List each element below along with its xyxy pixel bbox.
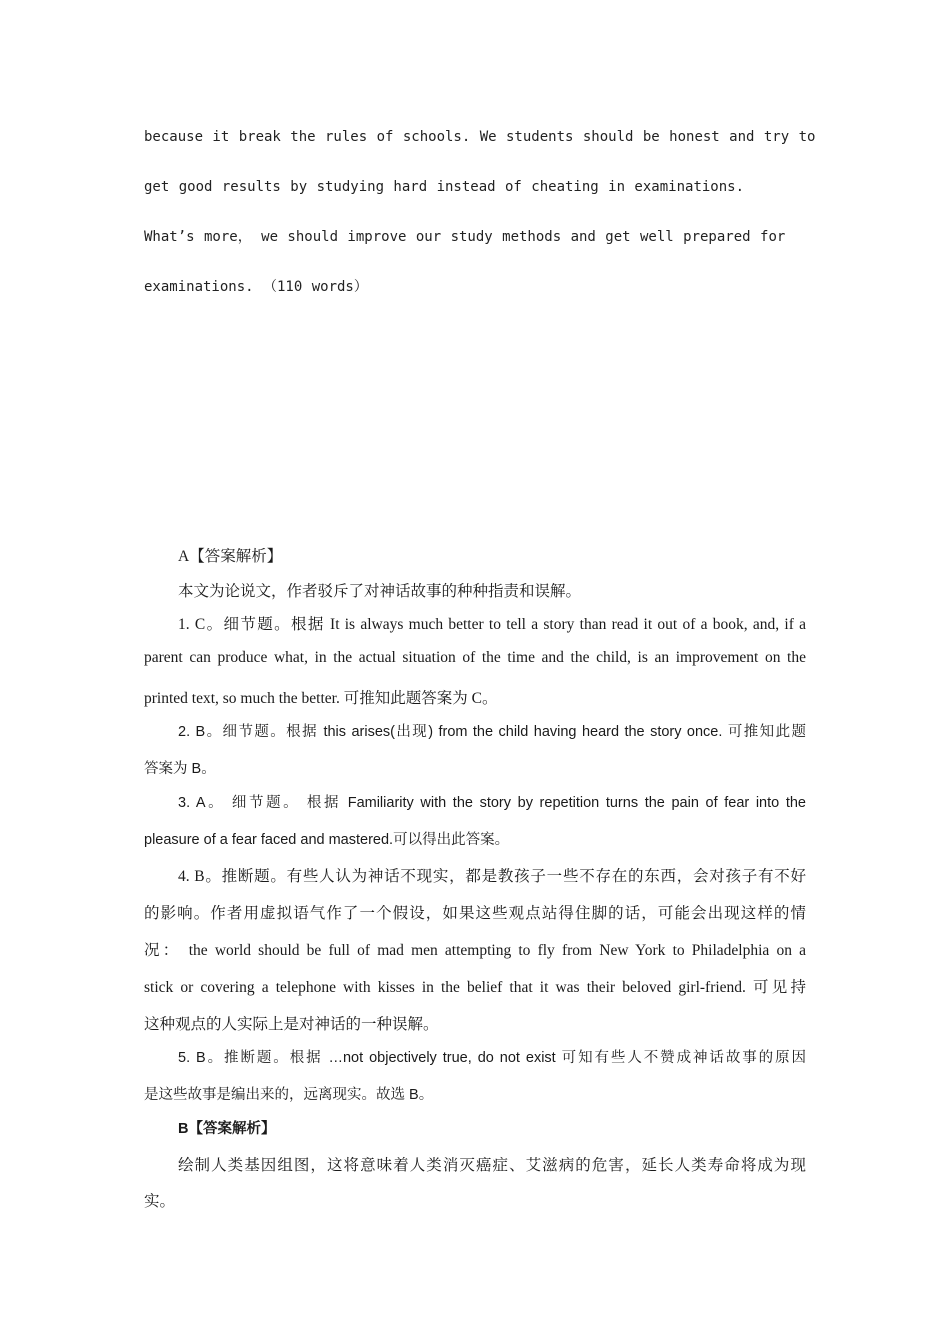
section-b-intro-line-1: 绘制人类基因组图，这将意味着人类消灭癌症、艾滋病的危害，延长人类寿命将成为现 [178,1157,806,1174]
q5-line-1: 5. B。推断题。根据 …not objectively true, do not exist 可知有些人不赞成神话故事的原因 [178,1050,806,1066]
q3-line-2: pleasure of a fear faced and mastered.可以得出此答案。 [144,832,510,848]
q1-line-1: 1. C。细节题。根据 It is always much better to tell a story than read it out of a book, and, if a [178,616,806,633]
essay-line-4: examinations. （110 words） [144,279,368,295]
essay-line-2: get good results by studying hard instead of cheating in examinations. [144,179,745,195]
section-a-heading: A【答案解析】 [178,548,283,565]
q4-line-5: 这种观点的人实际上是对神话的一种误解。 [144,1016,439,1033]
essay-line-1: because it break the rules of schools. We students should be honest and try to [144,129,816,145]
q2-line-2: 答案为 B。 [144,761,216,777]
q4-line-1: 4. B。推断题。有些人认为神话不现实，都是教孩子一些不存在的东西，会对孩子有不好 [178,868,806,885]
q4-line-4: stick or covering a telephone with kisses in the belief that it was their beloved girl-friend. 可见持 [144,979,806,996]
q1-line-3: printed text, so much the better. 可推知此题答案为 C。 [144,690,498,707]
section-a-intro: 本文为论说文，作者驳斥了对神话故事的种种指责和误解。 [178,583,582,600]
q4-line-3: 况： the world should be full of mad men attempting to fly from New York to Philadelphia on a [144,942,806,959]
q5-line-2: 是这些故事是编出来的，远离现实。故选 B。 [144,1087,434,1103]
q1-line-2: parent can produce what, in the actual situation of the time and the child, is an improvement on the [144,649,806,666]
section-b-intro-line-2: 实。 [144,1193,176,1210]
q2-line-1: 2. B。细节题。根据 this arises(出现) from the child having heard the story once. 可推知此题 [178,724,806,740]
q3-line-1: 3. A。 细节题。 根据 Familiarity with the story by repetition turns the pain of fear into the [178,795,806,811]
section-b-heading: B【答案解析】 [178,1121,276,1137]
essay-line-3: What’s more， we should improve our study methods and get well prepared for [144,229,786,245]
q4-line-2: 的影响。作者用虚拟语气作了一个假设，如果这些观点站得住脚的话，可能会出现这样的情 [144,905,806,922]
